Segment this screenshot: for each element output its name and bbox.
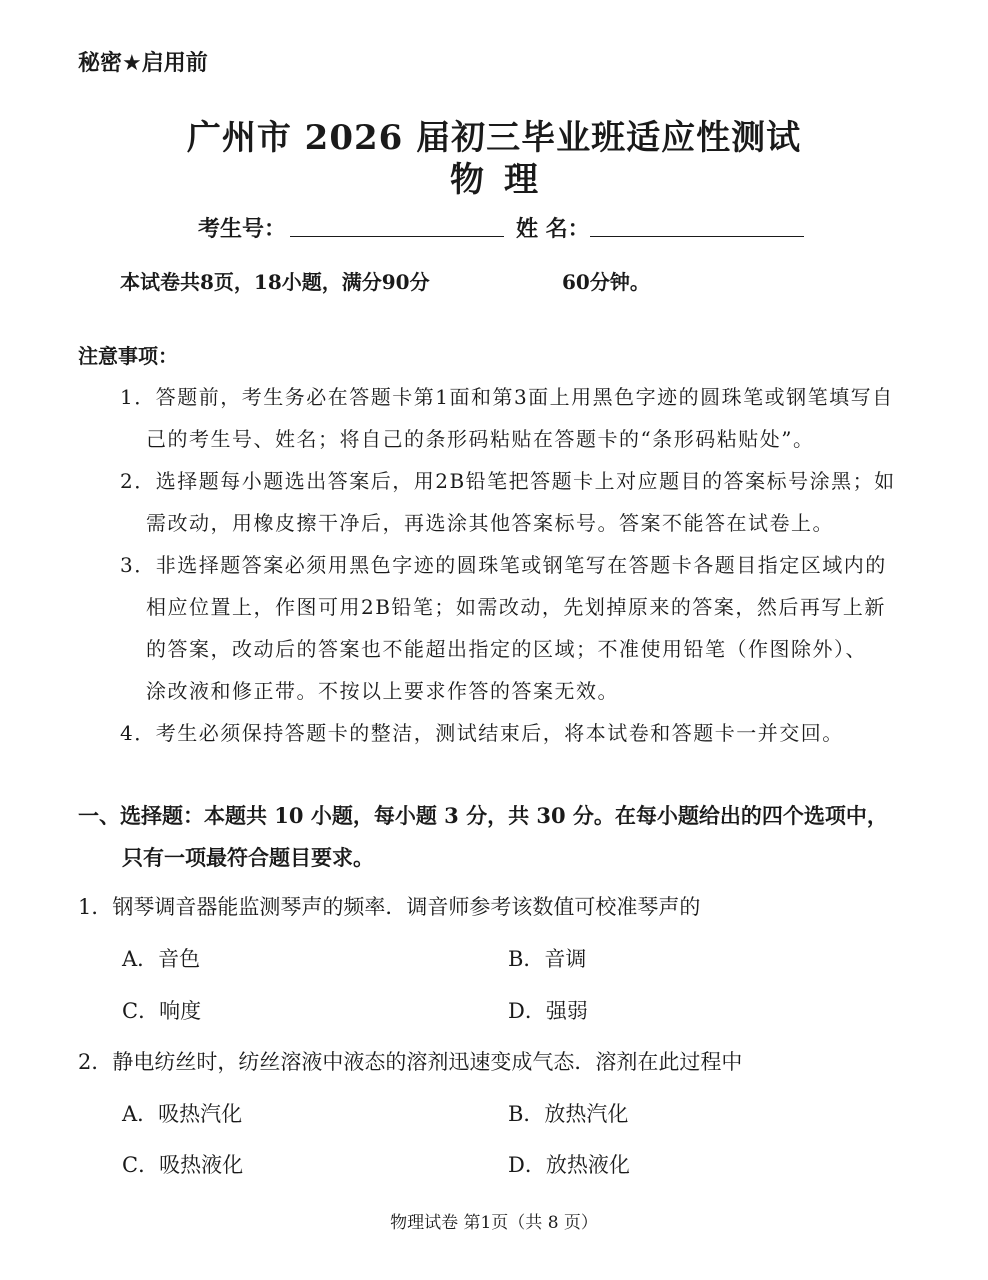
notice-line: 的答案，改动后的答案也不能超出指定的区域；不准使用铅笔（作图除外）、 (146, 637, 867, 661)
exam-number-field[interactable] (290, 236, 504, 237)
name-label: 姓 名： (516, 216, 590, 242)
section-heading: 一、选择题：本题共 10 小题，每小题 3 分，共 30 分。在每小题给出的四个选项中， (78, 803, 888, 828)
notice-line: 相应位置上，作图可用2B铅笔；如需改动，先划掉原来的答案，然后再写上新 (146, 595, 886, 619)
notice-line: 1．答题前，考生务必在答题卡第1面和第3面上用黑色字迹的圆珠笔或钢笔填写自 (120, 385, 894, 409)
notice-line: 3．非选择题答案必须用黑色字迹的圆珠笔或钢笔写在答题卡各题目指定区域内的 (120, 553, 887, 577)
question-2-option-c: C．吸热液化 (122, 1153, 244, 1177)
notice-line: 2．选择题每小题选出答案后，用2B铅笔把答题卡上对应题目的答案标号涂黑；如 (120, 469, 896, 493)
notice-line: 需改动，用橡皮擦干净后，再选涂其他答案标号。答案不能答在试卷上。 (146, 511, 834, 535)
confidential-label: 秘密★启用前 (78, 51, 208, 76)
exam-number-label: 考生号： (198, 216, 287, 242)
page-footer: 物理试卷 第1页（共 8 页） (390, 1213, 598, 1233)
subject-title: 物理 (450, 160, 558, 200)
question-1-stem: 1．钢琴调音器能监测琴声的频率．调音师参考该数值可校准琴声的 (78, 895, 701, 919)
question-1-option-d: D．强弱 (508, 999, 588, 1023)
exam-title: 广州市 2026 届初三毕业班适应性测试 (186, 118, 802, 158)
notice-line: 己的考生号、姓名；将自己的条形码粘贴在答题卡的“条形码粘贴处”。 (146, 427, 815, 451)
section-heading-cont: 只有一项最符合题目要求。 (122, 845, 374, 870)
question-1-option-b: B．音调 (508, 947, 587, 971)
question-2-option-a: A．吸热汽化 (122, 1102, 243, 1126)
notice-heading: 注意事项： (78, 344, 178, 368)
question-2-stem: 2．静电纺丝时，纺丝溶液中液态的溶剂迅速变成气态．溶剂在此过程中 (78, 1050, 743, 1074)
exam-summary: 本试卷共8页，18小题，满分90分 (120, 270, 430, 294)
question-2-option-d: D．放热液化 (508, 1153, 630, 1177)
exam-duration: 60分钟。 (562, 270, 650, 294)
name-field[interactable] (590, 236, 804, 237)
question-1-option-a: A．音色 (122, 947, 201, 971)
question-1-option-c: C．响度 (122, 999, 202, 1023)
notice-line: 涂改液和修正带。不按以上要求作答的答案无效。 (146, 679, 619, 703)
notice-line: 4．考生必须保持答题卡的整洁，测试结束后，将本试卷和答题卡一并交回。 (120, 721, 844, 745)
question-2-option-b: B．放热汽化 (508, 1102, 629, 1126)
